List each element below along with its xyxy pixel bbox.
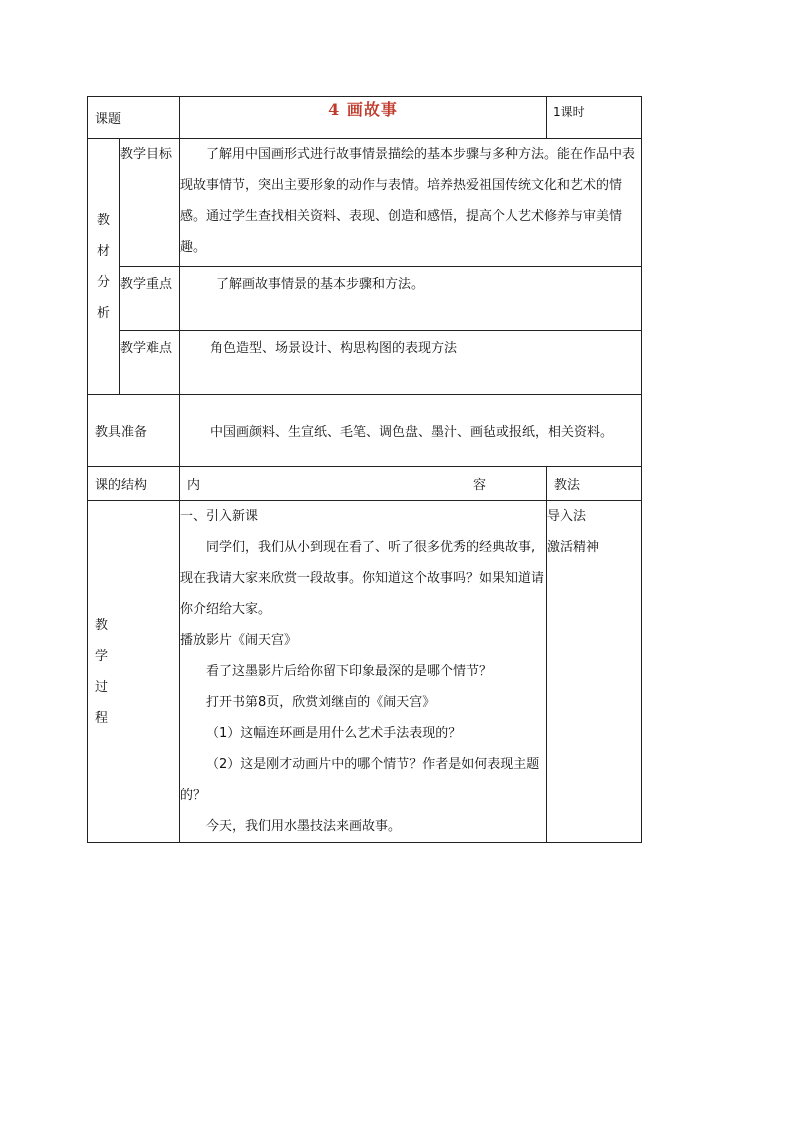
process-row <box>88 501 642 843</box>
goals-label: 教学目标 <box>120 139 180 267</box>
content-header <box>180 467 547 501</box>
key-row <box>88 267 642 331</box>
method-1: 导入法 <box>547 509 587 524</box>
analysis-side-label <box>88 139 120 395</box>
process-line-1: 一、引入新课 <box>180 509 259 524</box>
content-header-left: 内 <box>187 478 201 493</box>
lesson-plan-table <box>87 96 642 843</box>
key-label: 教学重点 <box>120 267 180 331</box>
process-methods <box>547 501 642 843</box>
content-header-right: 容 <box>473 478 487 493</box>
analysis-char-4: 析 <box>96 305 110 321</box>
analysis-char-1: 教 <box>96 212 110 228</box>
goals-text: 了解用中国画形式进行故事情景描绘的基本步骤与多种方法。能在作品中表现故事情节，突出主要形象的动作与表情。培养热爱祖国传统文化和艺术的情感。通过学生查找相关资料、表现、创造和感悟，提高个人艺术修养与审美情趣。 <box>180 139 642 267</box>
process-line-6: （1）这幅连环画是用什么艺术手法表现的？ <box>206 726 462 741</box>
structure-row <box>88 467 642 501</box>
header-row <box>88 97 642 139</box>
key-text: 了解画故事情景的基本步骤和方法。 <box>180 267 642 331</box>
lesson-title: 4 画故事 <box>180 97 547 139</box>
process-char-2: 学 <box>95 648 109 664</box>
lesson-hours: 1课时 <box>547 97 642 139</box>
difficulty-label: 教学难点 <box>120 331 180 395</box>
difficulty-text: 角色造型、场景设计、构思构图的表现方法 <box>180 331 642 395</box>
difficulty-row <box>88 331 642 395</box>
process-line-3: 播放影片《闹天宫》 <box>180 633 298 648</box>
process-line-8: 今天，我们用水墨技法来画故事。 <box>206 819 402 834</box>
topic-label: 课题 <box>88 97 180 139</box>
process-content <box>180 501 547 843</box>
structure-label: 课的结构 <box>88 467 180 501</box>
goals-row <box>88 139 642 267</box>
method-header: 教法 <box>547 467 642 501</box>
tools-text: 中国画颜料、生宣纸、毛笔、调色盘、墨汁、画毡或报纸，相关资料。 <box>180 395 642 467</box>
process-line-2: 同学们，我们从小到现在看了、听了很多优秀的经典故事,现在我请大家来欣赏一段故事。你知道这个故事吗？如果知道请你介绍给大家。 <box>180 540 545 617</box>
method-2: 激活精神 <box>547 540 600 555</box>
process-side-label <box>88 501 180 843</box>
process-char-4: 程 <box>95 710 109 726</box>
process-char-3: 过 <box>95 679 109 695</box>
tools-label: 教具准备 <box>88 395 180 467</box>
tools-row <box>88 395 642 467</box>
process-line-4: 看了这墨影片后给你留下印象最深的是哪个情节？ <box>206 664 493 679</box>
analysis-char-3: 分 <box>96 274 110 290</box>
process-line-5: 打开书第8页，欣赏刘继卣的《闹天宫》 <box>206 695 436 710</box>
analysis-char-2: 材 <box>96 243 110 259</box>
process-line-7: （2）这是刚才动画片中的哪个情节？作者是如何表现主题的？ <box>180 757 540 803</box>
process-char-1: 教 <box>95 617 109 633</box>
